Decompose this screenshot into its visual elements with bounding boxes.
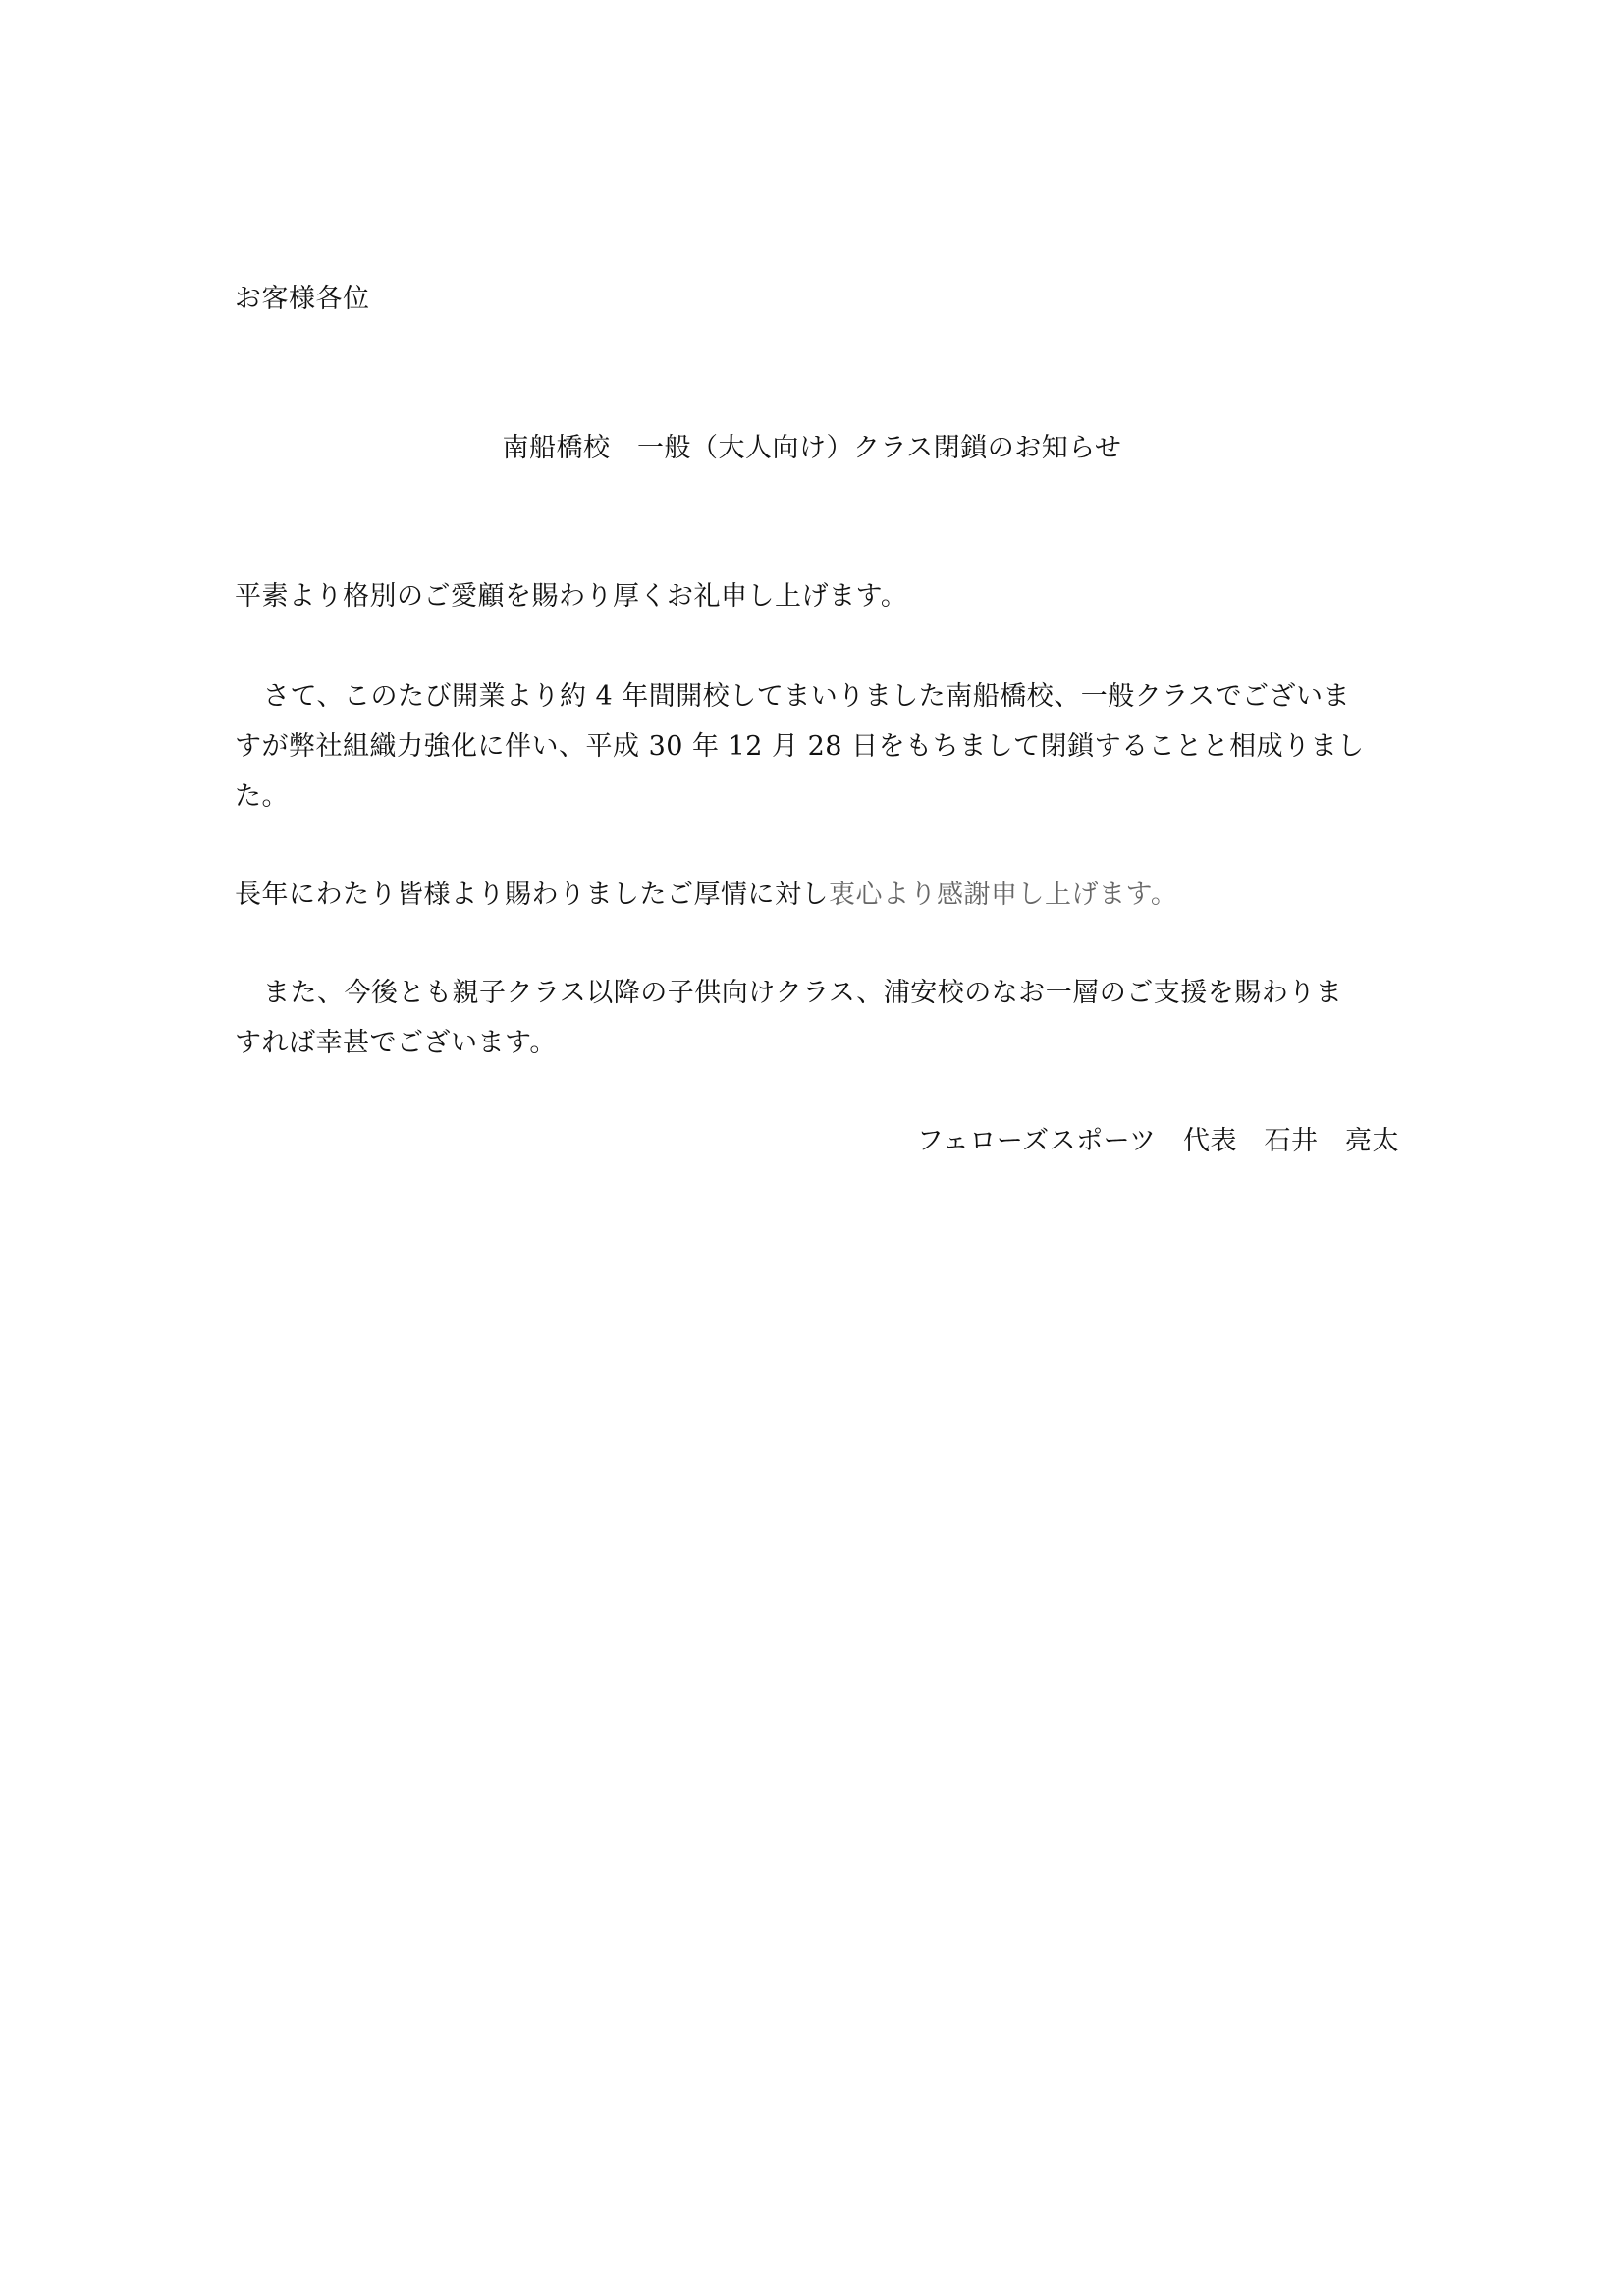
signature: フェローズスポーツ 代表 石井 亮太 [916, 1126, 1399, 1156]
support-paragraph-line-2: すれば幸甚でございます。 [235, 1028, 557, 1058]
thanks-paragraph [235, 871, 1177, 919]
greeting-paragraph: 平素より格別のご愛顧を賜わり厚くお礼申し上げます。 [235, 581, 908, 612]
thanks-text: 長年にわたり皆様より賜わりましたご厚情に対し [235, 880, 829, 910]
closure-paragraph-line-2: すが弊社組織力強化に伴い、平成 30 年 12 月 28 日をもちまして閉鎖することと相成りまし [235, 731, 1365, 762]
closure-paragraph-line-1: さて、このたび開業より約 4 年間開校してまいりました南船橋校、一般クラスでございま [263, 681, 1350, 712]
notice-title: 南船橋校 一般（大人向け）クラス閉鎖のお知らせ [502, 433, 1122, 463]
thanks-text-faded: 衷心より感謝申し上げます。 [829, 880, 1178, 910]
salutation: お客様各位 [235, 284, 370, 314]
closure-paragraph-line-3: た。 [235, 781, 289, 812]
support-paragraph-line-1: また、今後とも親子クラス以降の子供向けクラス、浦安校のなお一層のご支援を賜わりま [263, 978, 1343, 1008]
